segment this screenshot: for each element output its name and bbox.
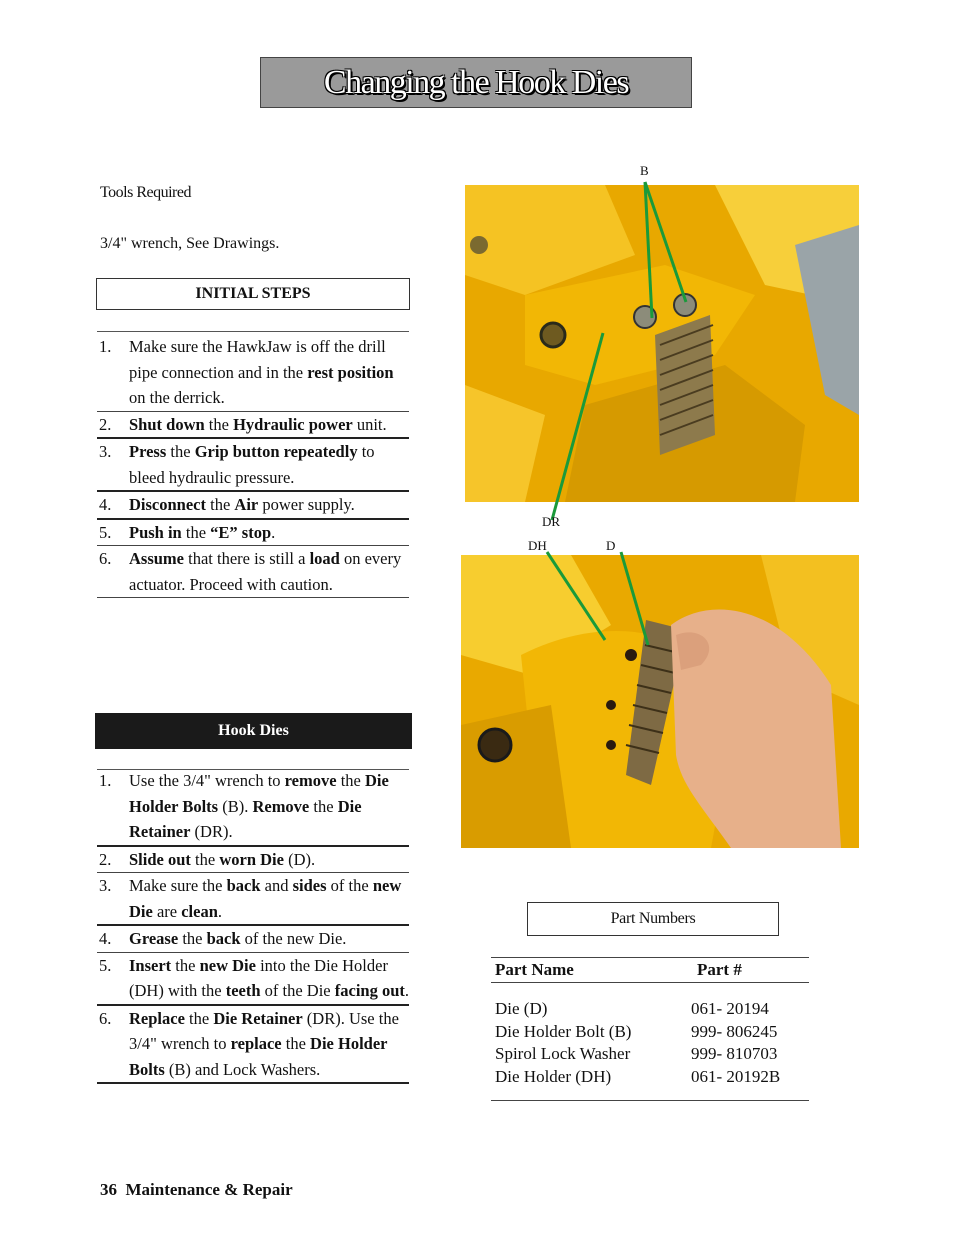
label-d: D <box>606 538 616 553</box>
part-name-header: Part Name <box>495 960 574 979</box>
part-row <box>495 1021 805 1044</box>
step-text-bold: clean <box>181 901 218 921</box>
step-text-part: the <box>178 929 207 948</box>
divider <box>491 982 809 983</box>
step-text-part: on every actuator. Proceed with caution. <box>129 549 402 594</box>
step-number: 3. <box>99 442 112 461</box>
callout-line-dh <box>547 552 605 640</box>
part-name: Die Holder Bolt (B) <box>495 1021 632 1041</box>
part-number: 061- 20194 <box>691 999 769 1018</box>
step-text-part: to bleed hydraulic pressure. <box>129 442 375 487</box>
step-text-part: power supply. <box>258 495 355 514</box>
label-b: B <box>640 163 649 178</box>
part-row <box>495 998 805 1021</box>
step-text-part: (DR). Use the 3/4" wrench to <box>129 1008 399 1053</box>
step-text-bold: Press <box>129 442 167 461</box>
step-text-part: (DR). <box>190 822 233 841</box>
step-text-part: the <box>204 414 234 434</box>
divider <box>491 1100 809 1101</box>
part-number: 061- 20192B <box>691 1066 781 1086</box>
step-text-bold: back <box>226 876 261 895</box>
step-text-bold: replace <box>230 1034 282 1053</box>
step-text-part: the <box>309 796 338 816</box>
step-text-part: the <box>171 955 200 975</box>
step-number: 6. <box>99 549 112 568</box>
step-number: 1. <box>99 337 112 356</box>
step-text-part: Use the 3/4" wrench to <box>129 771 285 790</box>
step-text-part: . <box>404 981 410 1000</box>
step-number: 1. <box>99 771 112 790</box>
step-text-bold: Air <box>234 495 259 514</box>
part-numbers-heading: Part Numbers <box>527 902 779 936</box>
step-text-bold: “E” stop <box>210 522 272 542</box>
part-name: Spirol Lock Washer <box>495 1044 631 1063</box>
hook-dies-heading: Hook Dies <box>95 713 412 749</box>
step-text-part: on the derrick. <box>129 388 225 407</box>
step-text-part: into the Die Holder (DH) with the <box>129 955 388 1000</box>
step-text-bold: new Die <box>129 876 402 921</box>
step-text-bold: Die Retainer <box>213 1008 303 1028</box>
step-number: 3. <box>99 876 112 895</box>
step-text-bold: back <box>206 929 241 948</box>
step-text-bold: rest position <box>307 362 394 382</box>
part-numbers-table <box>495 998 805 1088</box>
part-number: 999- 810703 <box>691 1044 778 1063</box>
step-text-bold: Grease <box>129 929 179 948</box>
step-text-part: the <box>336 771 365 790</box>
step-text-bold: remove <box>284 771 337 790</box>
step-text-part: the <box>190 849 220 869</box>
step-text-part: that there is still a <box>184 549 310 568</box>
step-text-part: the <box>184 1008 214 1028</box>
step-number: 4. <box>99 929 112 948</box>
step-text-bold: teeth <box>225 981 261 1000</box>
step-text-bold: load <box>309 549 340 568</box>
step-text-bold: facing out <box>334 981 405 1000</box>
step-text-bold: Grip button repeatedly <box>194 442 358 461</box>
step-text-part: . <box>217 901 223 921</box>
label-dr: DR <box>542 514 561 529</box>
step-text-part: (D). <box>283 849 316 869</box>
part-name: Die (D) <box>495 999 548 1018</box>
step-text-bold: Shut down <box>129 414 205 434</box>
page-footer: 36 Maintenance & Repair <box>100 1180 293 1199</box>
part-row <box>495 1066 805 1089</box>
label-dh: DH <box>528 538 547 553</box>
page-title: Changing the Hook Dies <box>323 63 629 101</box>
step-number: 2. <box>99 414 112 434</box>
step-text-part: Make sure the <box>129 876 227 895</box>
step-text-bold: Assume <box>129 549 185 568</box>
step-text-bold: worn Die <box>219 849 284 869</box>
initial-steps-heading: INITIAL STEPS <box>96 278 410 310</box>
step-text-bold: new Die <box>199 955 256 975</box>
step-text-bold: Hydraulic power <box>233 414 353 434</box>
step-text-bold: Die Retainer <box>129 796 362 841</box>
step-text-part: are <box>152 901 182 921</box>
step-text-part: . <box>271 522 276 542</box>
tools-heading: Tools Required <box>100 184 191 201</box>
part-numbers-header-row <box>495 959 805 981</box>
step-number: 5. <box>99 522 112 542</box>
part-number: 999- 806245 <box>691 1021 778 1041</box>
step-text-part: of the new Die. <box>240 929 347 948</box>
tools-text: 3/4" wrench, See Drawings. <box>100 235 280 252</box>
divider <box>491 957 809 958</box>
callout-line-dr <box>552 333 603 520</box>
step-text-part: of the <box>326 876 373 895</box>
step-text-bold: Remove <box>252 796 310 816</box>
step-text-bold: sides <box>292 876 327 895</box>
step-number: 6. <box>99 1008 112 1028</box>
part-number-header: Part # <box>697 960 742 979</box>
step-text-part: and <box>260 876 293 895</box>
step-text-part: the <box>166 442 195 461</box>
step-text-part: (B). <box>218 796 253 816</box>
step-text-part: of the Die <box>260 981 335 1000</box>
step-text-part: the <box>206 495 235 514</box>
step-text-bold: Die Holder Bolts <box>129 771 389 816</box>
step-number: 2. <box>99 849 112 869</box>
step-text-bold: Replace <box>129 1008 185 1028</box>
part-row <box>495 1043 805 1066</box>
step-text-bold: Die Holder Bolts <box>129 1034 388 1079</box>
callout-line-d <box>621 552 648 645</box>
step-text-bold: Push in <box>129 522 182 542</box>
step-number: 5. <box>99 955 112 975</box>
step-number: 4. <box>99 495 112 514</box>
step-text-part: unit. <box>352 414 387 434</box>
step-text-part: the <box>281 1034 311 1053</box>
part-name: Die Holder (DH) <box>495 1066 612 1086</box>
step-text-part: (B) and Lock Washers. <box>164 1059 321 1079</box>
step-text-part: the <box>181 522 211 542</box>
step-text-part: Make sure the HawkJaw is off the drill pipe connection and in the <box>129 337 386 382</box>
step-text-bold: Disconnect <box>129 495 206 514</box>
step-text-bold: Insert <box>129 955 172 975</box>
step-text-bold: Slide out <box>129 849 191 869</box>
